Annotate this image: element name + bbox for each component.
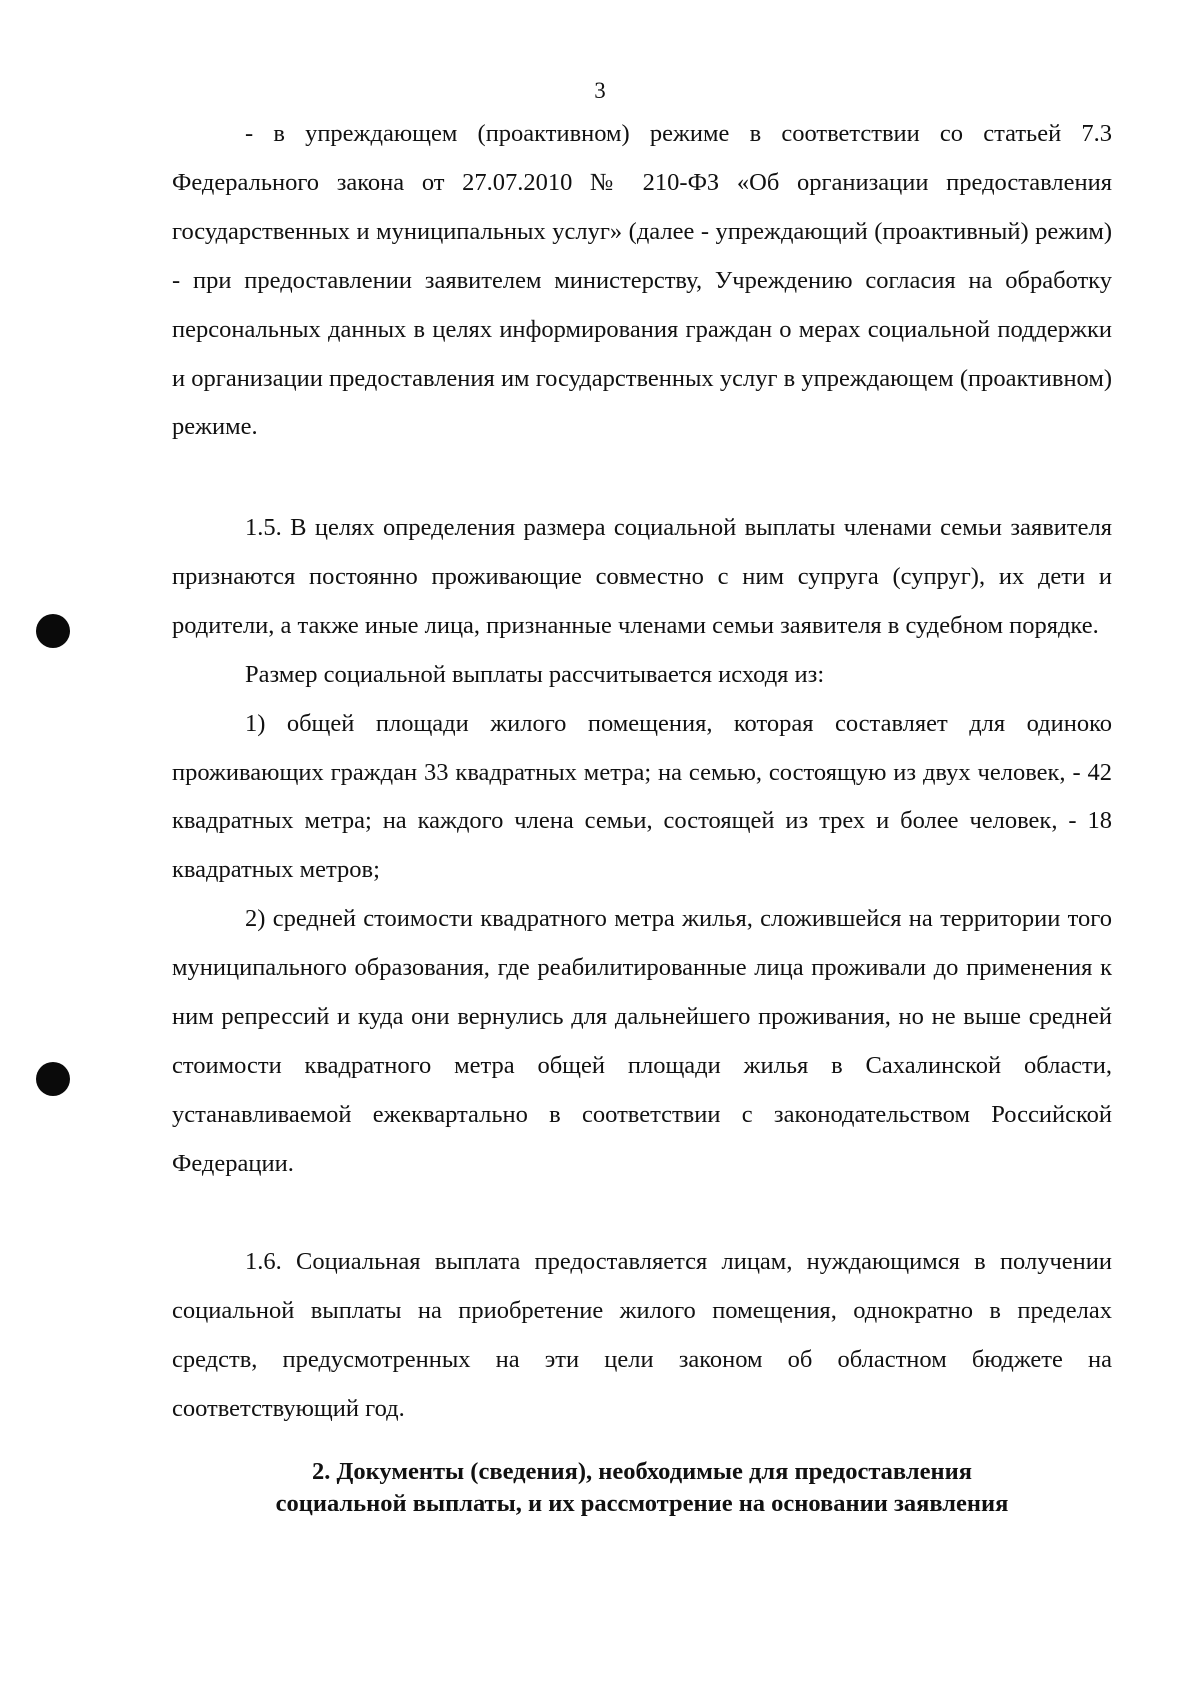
section-2-heading-line-2: социальной выплаты, и их рассмотрение на основании заявления <box>275 1490 1009 1517</box>
section-2-heading <box>172 1456 1112 1520</box>
payment-item-2: 2) средней стоимости квадратного метра жилья, сложившейся на территории того муниципального образования, где реабилитированные лица проживали до применения к ним репрессий и куда они вернулись для дальнейшего проживания, но не выше средней стоимости квадратного метра общей площади жилья в Сахалинской области, устанавливаемой ежеквартально в соответствии с законодательством Российской Федерации. <box>172 905 1112 1177</box>
payment-item-1: 1) общей площади жилого помещения, которая составляет для одиноко проживающих граждан 33 квадратных метра; на семью, состоящую из двух человек, - 42 квадратных метра; на каждого члена семьи, состоящей из трех и более человек, - 18 квадратных метров; <box>172 709 1112 884</box>
clause-1-5-paragraph: 1.5. В целях определения размера социальной выплаты членами семьи заявителя признаются постоянно проживающие совместно с ним супруга (супруг), их дети и родители, а также иные лица, признанные членами семьи заявителя в судебном порядке. <box>172 514 1112 639</box>
clause-1-6-block <box>172 1238 1112 1434</box>
punch-hole-mark <box>36 614 70 648</box>
punch-hole-mark <box>36 1062 70 1096</box>
intro-block <box>172 110 1112 452</box>
clause-1-6-paragraph: 1.6. Социальная выплата предоставляется лицам, нуждающимся в получении социальной выплаты на приобретение жилого помещения, однократно в пределах средств, предусмотренных на эти цели законом об областном бюджете на соответствующий год. <box>172 1248 1112 1422</box>
section-2-heading-line-1: 2. Документы (сведения), необходимые для предоставления <box>312 1458 972 1485</box>
payment-size-intro: Размер социальной выплаты рассчитывается исходя из: <box>245 660 825 688</box>
proactive-mode-paragraph: - в упреждающем (проактивном) режиме в соответствии со статьей 7.3 Федерального закона от 27.07.2010 № 210-ФЗ «Об организации предоставления государственных и муниципальных услуг» (далее - упреждающий (проактивный) режим) - при предоставлении заявителем министерству, Учреждению согласия на обработку персональных данных в целях информирования граждан о мерах социальной поддержки и организации предоставления им государственных услуг в упреждающем (проактивном) режиме. <box>172 120 1112 441</box>
page-number: 3 <box>594 78 606 103</box>
clause-1-5-block <box>172 504 1112 1189</box>
